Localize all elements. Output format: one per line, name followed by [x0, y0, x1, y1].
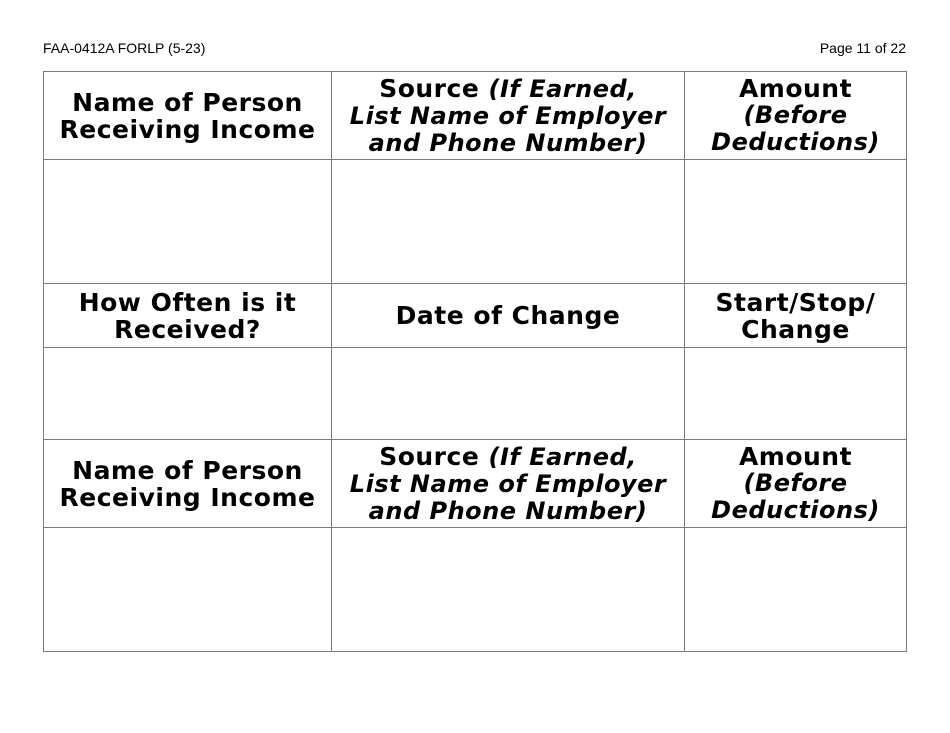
- form-id: FAA-0412A FORLP (5-23): [43, 40, 206, 56]
- header-amount-italic1: (Before: [743, 101, 848, 129]
- header-source-italic2: List Name of Employer: [349, 101, 667, 130]
- answer-row: [44, 160, 907, 284]
- header-cell-source: [332, 440, 685, 528]
- header-cell-name: [44, 72, 332, 160]
- source-input-cell[interactable]: [332, 160, 685, 284]
- answer-row: [44, 348, 907, 440]
- header-date-line1: Date of Change: [395, 301, 621, 330]
- header-name-line1: Name of Person: [72, 87, 303, 117]
- frequency-input-cell[interactable]: [44, 348, 332, 440]
- header-row: [44, 72, 907, 160]
- header-start-stop-line1: Start/Stop/: [715, 287, 876, 317]
- header-frequency-line1: How Often is it: [78, 287, 297, 317]
- header-row: [44, 284, 907, 348]
- header-source-italic3: and Phone Number): [368, 496, 648, 525]
- source-input-cell[interactable]: [332, 528, 685, 652]
- header-cell-start-stop: [685, 284, 907, 348]
- amount-input-cell[interactable]: [685, 528, 907, 652]
- header-cell-amount: [685, 440, 907, 528]
- header-name-line2: Receiving Income: [59, 114, 316, 144]
- header-cell-amount: [685, 72, 907, 160]
- header-source-italic3: and Phone Number): [368, 128, 648, 157]
- name-input-cell[interactable]: [44, 160, 332, 284]
- header-name-line2: Receiving Income: [59, 482, 316, 512]
- header-name-line1: Name of Person: [72, 455, 303, 485]
- header-source-italic1: (If Earned,: [488, 74, 637, 103]
- header-source-italic1: (If Earned,: [488, 442, 637, 471]
- income-table: [43, 71, 907, 652]
- name-input-cell[interactable]: [44, 528, 332, 652]
- amount-input-cell[interactable]: [685, 160, 907, 284]
- answer-row: [44, 528, 907, 652]
- header-amount-italic1: (Before: [743, 469, 848, 497]
- header-frequency-line2: Received?: [114, 314, 261, 344]
- page-number: Page 11 of 22: [819, 40, 906, 56]
- header-amount-line1: Amount: [738, 442, 853, 471]
- header-cell-source: [332, 72, 685, 160]
- header-source-bold: Source: [379, 73, 489, 103]
- header-amount-line1: Amount: [738, 74, 853, 103]
- start-stop-input-cell[interactable]: [685, 348, 907, 440]
- header-cell-frequency: [44, 284, 332, 348]
- header-amount-italic2: Deductions): [711, 128, 880, 156]
- header-source-italic2: List Name of Employer: [349, 469, 667, 498]
- header-cell-name: [44, 440, 332, 528]
- date-input-cell[interactable]: [332, 348, 685, 440]
- header-start-stop-line2: Change: [741, 314, 850, 344]
- header-source-bold: Source: [379, 441, 489, 471]
- header-amount-italic2: Deductions): [711, 496, 880, 524]
- header-row: [44, 440, 907, 528]
- header-cell-date: [332, 284, 685, 348]
